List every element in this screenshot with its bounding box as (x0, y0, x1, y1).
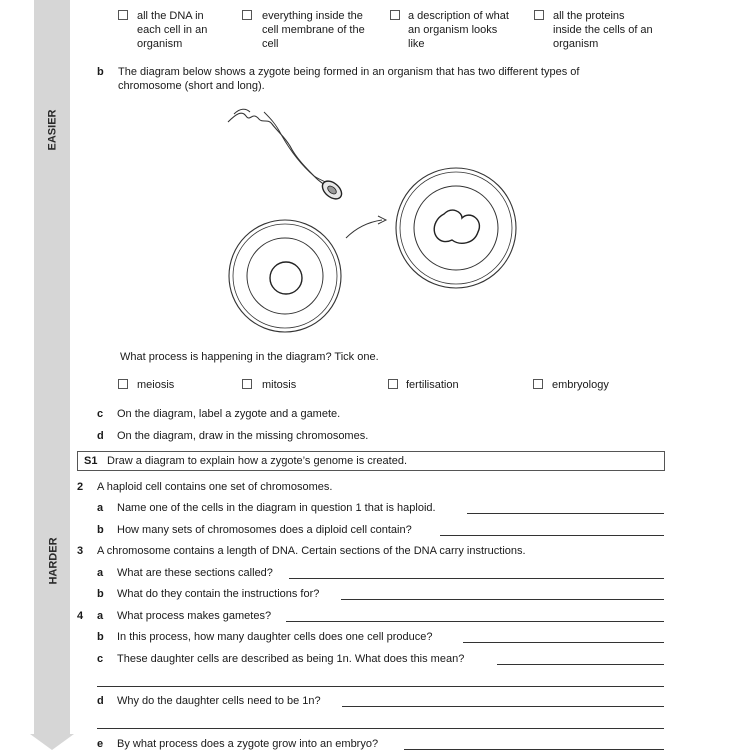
q1c-letter: c (97, 408, 104, 420)
process-arrow (346, 220, 382, 238)
q2a-text: Name one of the cells in the diagram in question 1 that is haploid. (117, 502, 436, 514)
q2b-letter: b (97, 524, 104, 536)
sperm-tail-outer (264, 112, 330, 184)
q1b-letter: b (97, 66, 104, 78)
egg-cell-outer (229, 220, 341, 332)
q4-number: 4 (77, 610, 84, 622)
option-embryology: embryology (552, 379, 609, 391)
process-question: What process is happening in the diagram? Tick one. (120, 351, 379, 363)
checkbox-meiosis[interactable] (118, 379, 128, 389)
q4c-letter: c (97, 653, 104, 665)
q2-number: 2 (77, 481, 84, 493)
q2a-answer-line[interactable] (467, 513, 664, 514)
option-4-text: all the proteins inside the cells of an organism (553, 10, 653, 50)
q4d-answer-line[interactable] (342, 706, 664, 707)
q4b-letter: b (97, 631, 104, 643)
sperm-tail (228, 113, 326, 186)
q4a-text: What process makes gametes? (117, 610, 272, 622)
option-1-text: all the DNA in each cell in an organism (137, 10, 208, 50)
checkbox-embryology[interactable] (533, 379, 543, 389)
q4d-answer-line-2[interactable] (97, 728, 664, 729)
option-fertilisation: fertilisation (406, 379, 459, 391)
egg-nucleus (270, 262, 302, 294)
option-meiosis: meiosis (137, 379, 175, 391)
q4c-answer-line-2[interactable] (97, 686, 664, 687)
checkbox-fertilisation[interactable] (388, 379, 398, 389)
s1-label: S1 (84, 455, 98, 467)
easier-label: EASIER (46, 109, 59, 151)
option-3-text: a description of what an organism looks like (408, 10, 509, 50)
q3a-answer-line[interactable] (289, 578, 664, 579)
q3-number: 3 (77, 545, 84, 557)
q1d-text: On the diagram, draw in the missing chromosomes. (117, 430, 369, 442)
q1b-text-line2: chromosome (short and long). (118, 80, 265, 92)
q1d-letter: d (97, 430, 104, 442)
q4c-answer-line[interactable] (497, 664, 664, 665)
q1c-text: On the diagram, label a zygote and a gamete. (117, 408, 341, 420)
q3b-letter: b (97, 588, 104, 600)
q4e-letter: e (97, 738, 104, 750)
q3-text: A chromosome contains a length of DNA. Certain sections of the DNA carry instructions. (97, 545, 526, 557)
q3a-text: What are these sections called? (117, 567, 273, 579)
q4a-letter: a (97, 610, 104, 622)
q3a-letter: a (97, 567, 104, 579)
zygote-nucleus (434, 210, 479, 243)
q2b-answer-line[interactable] (440, 535, 664, 536)
option-mitosis: mitosis (262, 379, 297, 391)
option-2-text: everything inside the cell membrane of the cell (262, 10, 365, 50)
q1b-text-line1: The diagram below shows a zygote being formed in an organism that has two different types of (118, 66, 580, 78)
q4d-text: Why do the daughter cells need to be 1n? (117, 695, 321, 707)
q4b-text: In this process, how many daughter cells does one cell produce? (117, 631, 433, 643)
q2a-letter: a (97, 502, 104, 514)
q3b-answer-line[interactable] (341, 599, 664, 600)
checkbox-mitosis[interactable] (242, 379, 252, 389)
q3b-text: What do they contain the instructions for? (117, 588, 320, 600)
q4c-text: These daughter cells are described as being 1n. What does this mean? (117, 653, 465, 665)
s1-text: Draw a diagram to explain how a zygote’s genome is created. (107, 455, 408, 467)
q4e-text: By what process does a zygote grow into an embryo? (117, 738, 379, 750)
q4d-letter: d (97, 695, 104, 707)
q4b-answer-line[interactable] (463, 642, 664, 643)
q2b-text: How many sets of chromosomes does a diploid cell contain? (117, 524, 412, 536)
harder-label: HARDER (47, 537, 60, 585)
q2-text: A haploid cell contains one set of chromosomes. (97, 481, 333, 493)
q4a-answer-line[interactable] (286, 621, 664, 622)
